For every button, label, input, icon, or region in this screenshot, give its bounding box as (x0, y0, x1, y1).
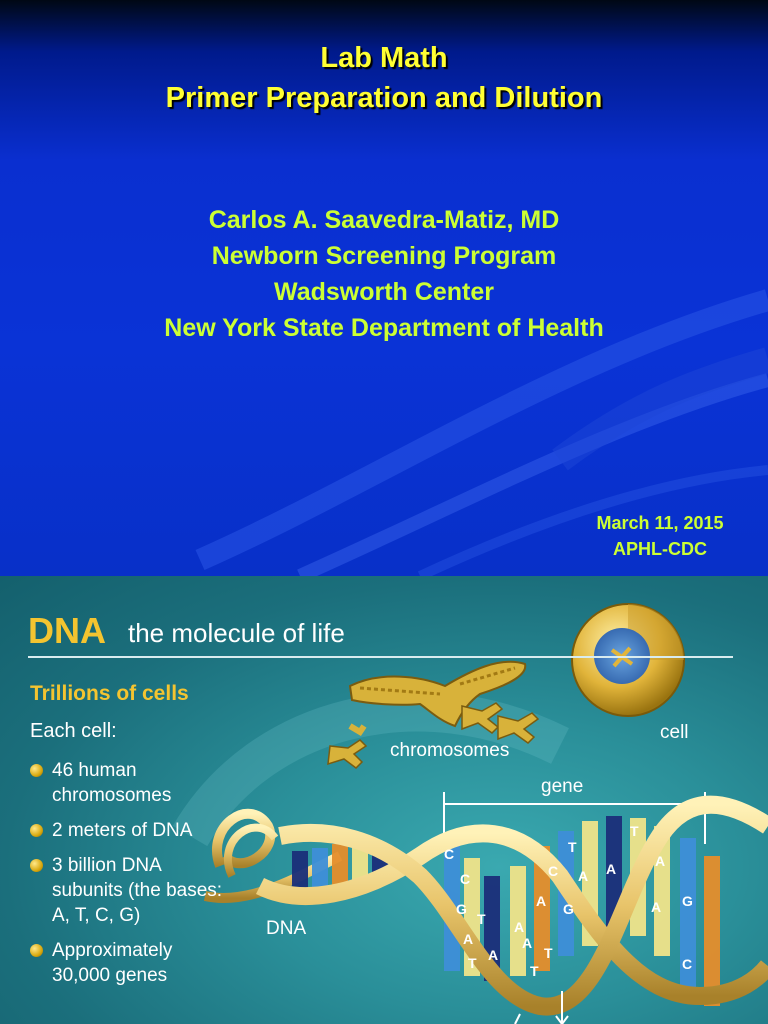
bullet-icon (30, 944, 43, 957)
base-letter: T (477, 911, 486, 927)
dna-label: DNA (266, 918, 307, 939)
dna-slide (0, 576, 768, 1024)
dna-subheading: the molecule of life (128, 618, 345, 648)
list-item (30, 758, 230, 808)
base-letter: A (463, 931, 474, 947)
bullet-icon (30, 824, 43, 837)
list-item (30, 938, 230, 988)
base-letter: T (568, 839, 577, 855)
title-divider (28, 656, 733, 658)
base-letter: A (655, 853, 666, 869)
base-letter: A (651, 899, 662, 915)
base-letter: A (514, 919, 525, 935)
base-letter: G (456, 901, 467, 917)
bullet-icon (30, 764, 43, 777)
base-letter: A (488, 947, 499, 963)
base-letter: A (578, 868, 589, 884)
bullet-icon (30, 859, 43, 872)
base-letter: C (548, 863, 559, 879)
base-letter: T (544, 945, 553, 961)
base-letter: C (444, 846, 455, 862)
title-line-1: Lab Math (320, 42, 448, 74)
title-line-2: Primer Preparation and Dilution (165, 82, 603, 114)
list-item-text: 46 human chromosomes (52, 760, 172, 806)
base-letter: G (682, 893, 693, 909)
each-cell-label: Each cell: (30, 720, 117, 742)
dna-helix (260, 805, 768, 1024)
base-letter: T (530, 963, 539, 979)
list-item-text: 2 meters of DNA (52, 820, 193, 841)
base-letter: A (522, 935, 533, 951)
base-letter: T (630, 823, 639, 839)
base-letter: A (536, 893, 547, 909)
list-item-text: 3 billion DNA subunits (the bases: A, T, C, G) (52, 855, 223, 926)
event-text: APHL-CDC (613, 539, 707, 559)
base-letter: T (468, 955, 477, 971)
base-letter: G (563, 901, 574, 917)
fact-list (30, 758, 230, 998)
base-letter: C (460, 871, 471, 887)
program-name: Newborn Screening Program (211, 242, 557, 270)
date-info (560, 510, 760, 562)
author-info (0, 202, 768, 346)
gene-label: gene (541, 776, 584, 797)
center-name: Wadsworth Center (274, 278, 494, 306)
base-letter: C (682, 956, 693, 972)
author-name: Carlos A. Saavedra-Matiz, MD (208, 206, 560, 234)
section-title: Trillions of cells (30, 682, 189, 705)
dna-heading: DNA (28, 610, 106, 651)
list-item (30, 853, 230, 928)
base-letter: A (606, 861, 617, 877)
department-name: New York State Department of Health (164, 314, 604, 342)
cell-graphic (572, 604, 684, 716)
slide-title (0, 38, 768, 118)
cell-label: cell (660, 722, 689, 743)
list-item (30, 818, 230, 843)
list-item-text: Approximately 30,000 genes (52, 940, 173, 986)
date-text: March 11, 2015 (596, 513, 724, 533)
chromosomes-label: chromosomes (390, 740, 510, 761)
